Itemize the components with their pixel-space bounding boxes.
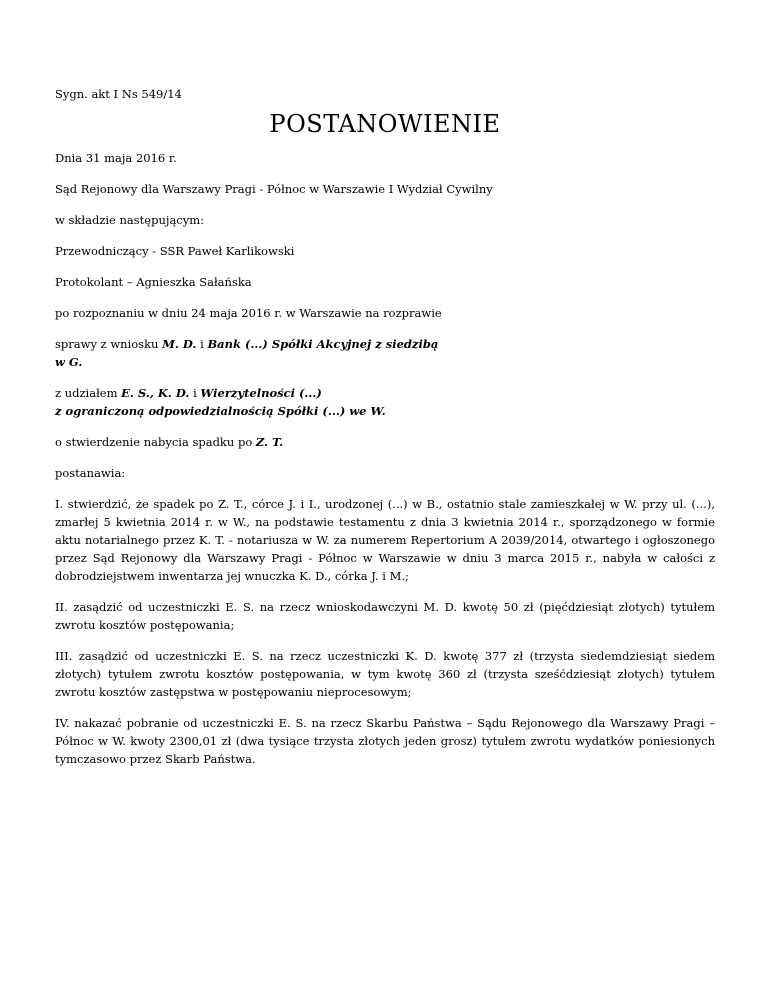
deceased-name: Z. T. xyxy=(255,435,284,449)
ruling-point-1: I. stwierdzić, że spadek po Z. T., córce J. i I., urodzonej (...) w B., ostatnio stale zamieszkałej w W. przy ul. (...), zmarłej 5 kwietnia 2014 r. w W., na podstawie testamentu z dnia 3 kwietnia 2014 r., sporządzonego w formie aktu notarialnego przez K. T. - notariusza w W. za numerem Repertorium A 2039/2014, otwartego i ogłoszonego przez Sąd Rejonowy dla Warszawy Pragi - Północ w Warszawie w dniu 3 marca 2015 r., nabyła w całości z dobrodziejstwem inwentarza jej wnuczka K. D., córka J. i M.; xyxy=(55,497,715,583)
court-name: Sąd Rejonowy dla Warszawy Pragi - Północ w Warszawie I Wydział Cywilny xyxy=(55,182,493,196)
document-page xyxy=(55,85,715,781)
clerk-line: Protokolant – Agnieszka Sałańska xyxy=(55,275,252,289)
date-line: Dnia 31 maja 2016 r. xyxy=(55,151,177,165)
ruling-point-3: III. zasądzić od uczestniczki E. S. na rzecz uczestniczki K. D. kwotę 377 zł (trzysta siedemdziesiąt siedem złotych) tytułem zwrotu kosztów postępowania, w tym kwotę 360 zł (trzysta sześćdziesiąt złotych) tytułem zwrotu kosztów zastępstwa w postępowaniu nieprocesowym; xyxy=(55,649,715,699)
ruling-point-4: IV. nakazać pobranie od uczestniczki E. S. na rzecz Skarbu Państwa – Sądu Rejonowego dla Warszawy Pragi – Północ w W. kwoty 2300,01 zł (dwa tysiące trzysta złotych jeden grosz) tytułem zwrotu wydatków poniesionych tymczasowo przez Skarb Państwa. xyxy=(55,716,715,766)
applicant-2-line2: w G. xyxy=(55,355,83,369)
subject-paragraph xyxy=(55,433,715,451)
ruling-point-2: II. zasądzić od uczestniczki E. S. na rzecz wnioskodawczyni M. D. kwotę 50 zł (pięćdziesiąt złotych) tytułem zwrotu kosztów postępowania; xyxy=(55,600,715,632)
applicant-2-line1: Bank (...) Spółki Akcyjnej z siedzibą xyxy=(207,337,439,351)
subject-prefix: o stwierdzenie nabycia spadku po xyxy=(55,435,256,449)
participant-company-line1: Wierzytelności (...) xyxy=(200,386,322,400)
participant-company-line2: z ograniczoną odpowiedzialnością Spółki (...) we W. xyxy=(55,404,386,418)
hearing-line: po rozpoznaniu w dniu 24 maja 2016 r. w Warszawie na rozprawie xyxy=(55,306,442,320)
participant-names: E. S., K. D. xyxy=(121,386,190,400)
document-title: POSTANOWIENIE xyxy=(269,110,501,138)
applicant-1: M. D. xyxy=(162,337,197,351)
motion-prefix: sprawy z wniosku xyxy=(55,337,163,351)
ruling-intro: postanawia: xyxy=(55,466,126,480)
participants-and: i xyxy=(189,386,201,400)
motion-and: i xyxy=(196,337,208,351)
participants-prefix: z udziałem xyxy=(55,386,122,400)
chair-line: Przewodniczący - SSR Paweł Karlikowski xyxy=(55,244,295,258)
motion-paragraph xyxy=(55,335,715,371)
case-number: Sygn. akt I Ns 549/14 xyxy=(55,87,182,101)
composition-line: w składzie następującym: xyxy=(55,213,205,227)
participants-paragraph xyxy=(55,384,715,420)
